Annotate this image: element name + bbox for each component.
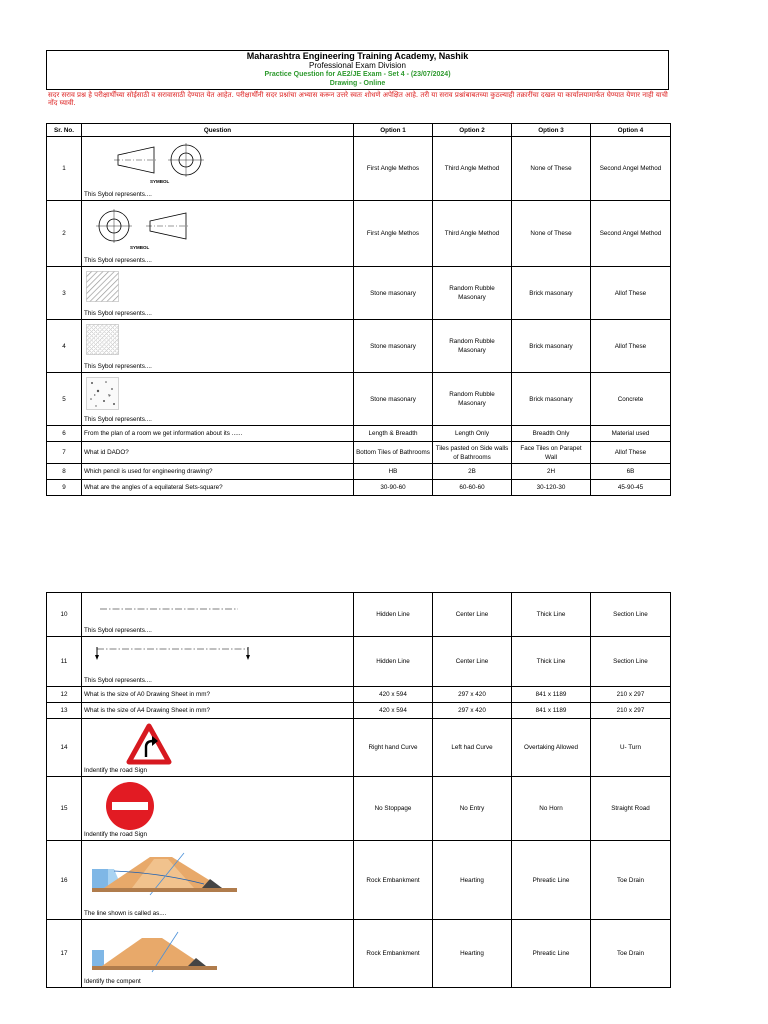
col-header: Option 1 xyxy=(354,124,433,137)
option-1: Rock Embankment xyxy=(354,920,433,988)
option-3: Overtaking Allowed xyxy=(512,719,591,777)
option-3: No Horn xyxy=(512,777,591,841)
question-cell xyxy=(82,267,354,320)
question-cell xyxy=(82,841,354,920)
option-1: HB xyxy=(354,464,433,480)
question-text: Indentify the road Sign xyxy=(84,831,148,838)
sr-no: 3 xyxy=(47,267,82,320)
option-3: 2H xyxy=(512,464,591,480)
org-title: Maharashtra Engineering Training Academy, Nashik xyxy=(246,51,469,61)
embankment-phreatic-line-figure xyxy=(92,851,242,896)
option-2: Center Line xyxy=(433,637,512,687)
disclaimer-note: सदर सराव प्रश्न हे परीक्षार्थींच्या सोईसाठी व सरावासाठी देण्यात येत आहेत. परीक्षार्थींनी सदर प्रश्नांचा अभ्यास करून उत्तरे स्वतः शोधणे अपेक्षित आहे. तरी या सराव प्रश्नांबाबतच्या कुठल्याही तक्रारींचा दखल या कार्यालयामार्फत घेण्यात येणार नाही याची नोंद घ्यावी. xyxy=(48,91,668,107)
sr-no: 14 xyxy=(47,719,82,777)
col-header: Option 3 xyxy=(512,124,591,137)
option-4: Concrete xyxy=(591,373,671,426)
option-3: None of These xyxy=(512,201,591,267)
questions-table-1 xyxy=(46,123,671,496)
option-2: 2B xyxy=(433,464,512,480)
right-hand-curve-sign-icon xyxy=(126,723,172,765)
option-3: Phreatic Line xyxy=(512,841,591,920)
option-2: Random Rubble Masonary xyxy=(433,373,512,426)
option-3: 841 x 1189 xyxy=(512,703,591,719)
sr-no: 13 xyxy=(47,703,82,719)
question-cell xyxy=(82,777,354,841)
question-text: From the plan of a room we get information about its ...... xyxy=(82,426,354,442)
symbol-label: SYMBOL xyxy=(130,245,150,250)
option-1: Hidden Line xyxy=(354,637,433,687)
option-2: 297 x 420 xyxy=(433,703,512,719)
option-2: Length Only xyxy=(433,426,512,442)
question-cell xyxy=(82,920,354,988)
table-row xyxy=(47,637,671,687)
option-3: Breadth Only xyxy=(512,426,591,442)
question-text: Indentify the road Sign xyxy=(84,767,148,774)
option-2: 60-60-60 xyxy=(433,480,512,496)
table-row xyxy=(47,373,671,426)
third-angle-symbol-figure xyxy=(96,209,206,251)
division-title: Professional Exam Division xyxy=(309,61,406,70)
sr-no: 10 xyxy=(47,593,82,637)
option-4: 210 x 297 xyxy=(591,703,671,719)
header-box xyxy=(46,50,669,90)
option-3: Thick Line xyxy=(512,593,591,637)
questions-table-2 xyxy=(46,592,671,988)
question-text: This Sybol represents.... xyxy=(84,416,152,423)
sr-no: 15 xyxy=(47,777,82,841)
table-row xyxy=(47,320,671,373)
sr-no: 16 xyxy=(47,841,82,920)
option-1: 420 x 594 xyxy=(354,703,433,719)
option-1: Stone masonary xyxy=(354,320,433,373)
section-line-figure xyxy=(94,645,254,661)
embankment-component-figure xyxy=(92,930,222,974)
option-1: First Angle Methos xyxy=(354,201,433,267)
table-row xyxy=(47,703,671,719)
option-2: Left had Curve xyxy=(433,719,512,777)
option-2: Center Line xyxy=(433,593,512,637)
table-row xyxy=(47,426,671,442)
sr-no: 6 xyxy=(47,426,82,442)
col-header: Option 4 xyxy=(591,124,671,137)
option-1: Stone masonary xyxy=(354,373,433,426)
option-2: Hearting xyxy=(433,841,512,920)
col-header: Question xyxy=(82,124,354,137)
option-3: Face Tiles on Parapet Wall xyxy=(512,442,591,464)
subject-title: Drawing - Online xyxy=(329,80,386,87)
question-text: This Sybol represents.... xyxy=(84,257,152,264)
sr-no: 7 xyxy=(47,442,82,464)
option-4: Section Line xyxy=(591,637,671,687)
no-entry-sign-icon xyxy=(104,780,156,832)
first-angle-symbol-figure xyxy=(114,143,224,185)
sr-no: 17 xyxy=(47,920,82,988)
concrete-hatch-figure xyxy=(86,377,120,411)
option-4: 6B xyxy=(591,464,671,480)
sr-no: 8 xyxy=(47,464,82,480)
question-text: What id DADO? xyxy=(82,442,354,464)
stone-masonry-hatch-figure xyxy=(86,271,120,303)
option-4: Allof These xyxy=(591,267,671,320)
option-3: 841 x 1189 xyxy=(512,687,591,703)
option-1: Rock Embankment xyxy=(354,841,433,920)
question-text: Identify the compent xyxy=(84,978,141,985)
option-4: Allof These xyxy=(591,320,671,373)
option-2: No Entry xyxy=(433,777,512,841)
option-4: Section Line xyxy=(591,593,671,637)
table-row xyxy=(47,777,671,841)
question-text: This Sybol represents.... xyxy=(84,363,152,370)
option-4: Second Angel Method xyxy=(591,137,671,201)
option-1: 30-90-60 xyxy=(354,480,433,496)
question-text: What is the size of A0 Drawing Sheet in mm? xyxy=(82,687,354,703)
option-4: 45-90-45 xyxy=(591,480,671,496)
option-2: Random Rubble Masonary xyxy=(433,320,512,373)
question-text: This Sybol represents.... xyxy=(84,677,152,684)
brick-masonry-hatch-figure xyxy=(86,324,120,356)
option-4: Toe Drain xyxy=(591,920,671,988)
center-line-figure xyxy=(100,605,240,613)
table-header-row xyxy=(47,124,671,137)
option-3: Phreatic Line xyxy=(512,920,591,988)
option-3: None of These xyxy=(512,137,591,201)
question-cell xyxy=(82,637,354,687)
option-1: First Angle Methos xyxy=(354,137,433,201)
question-cell xyxy=(82,320,354,373)
table-row xyxy=(47,480,671,496)
option-1: Length & Breadth xyxy=(354,426,433,442)
option-3: Thick Line xyxy=(512,637,591,687)
option-1: Stone masonary xyxy=(354,267,433,320)
sr-no: 11 xyxy=(47,637,82,687)
option-3: Brick masonary xyxy=(512,373,591,426)
option-3: Brick masonary xyxy=(512,267,591,320)
option-2: 297 x 420 xyxy=(433,687,512,703)
table-row xyxy=(47,719,671,777)
option-4: Material used xyxy=(591,426,671,442)
sr-no: 2 xyxy=(47,201,82,267)
option-4: Toe Drain xyxy=(591,841,671,920)
option-2: Third Angle Method xyxy=(433,201,512,267)
question-text: The line shown is called as.... xyxy=(84,910,167,917)
question-text: What are the angles of a equilateral Sets-square? xyxy=(82,480,354,496)
table-row xyxy=(47,267,671,320)
question-cell xyxy=(82,373,354,426)
col-header: Sr. No. xyxy=(47,124,82,137)
table-row xyxy=(47,920,671,988)
question-cell xyxy=(82,201,354,267)
sr-no: 12 xyxy=(47,687,82,703)
option-4: U- Turn xyxy=(591,719,671,777)
symbol-label: SYMBOL xyxy=(150,179,170,184)
option-1: Right hand Curve xyxy=(354,719,433,777)
table-row xyxy=(47,137,671,201)
sr-no: 5 xyxy=(47,373,82,426)
option-4: Second Angel Method xyxy=(591,201,671,267)
table-row xyxy=(47,464,671,480)
sr-no: 1 xyxy=(47,137,82,201)
question-cell xyxy=(82,137,354,201)
option-2: Third Angle Method xyxy=(433,137,512,201)
option-3: 30-120-30 xyxy=(512,480,591,496)
option-2: Random Rubble Masonary xyxy=(433,267,512,320)
option-2: Tiles pasted on Side walls of Bathrooms xyxy=(433,442,512,464)
table-row xyxy=(47,201,671,267)
question-text: Which pencil is used for engineering drawing? xyxy=(82,464,354,480)
option-3: Brick masonary xyxy=(512,320,591,373)
option-1: Bottom Tiles of Bathrooms xyxy=(354,442,433,464)
question-cell xyxy=(82,719,354,777)
option-4: 210 x 297 xyxy=(591,687,671,703)
sr-no: 4 xyxy=(47,320,82,373)
question-text: What is the size of A4 Drawing Sheet in mm? xyxy=(82,703,354,719)
option-4: Straight Road xyxy=(591,777,671,841)
table-row xyxy=(47,841,671,920)
question-text: This Sybol represents.... xyxy=(84,191,152,198)
table-row xyxy=(47,442,671,464)
question-cell xyxy=(82,593,354,637)
sr-no: 9 xyxy=(47,480,82,496)
option-1: No Stoppage xyxy=(354,777,433,841)
question-text: This Sybol represents.... xyxy=(84,310,152,317)
option-2: Hearting xyxy=(433,920,512,988)
col-header: Option 2 xyxy=(433,124,512,137)
question-text: This Sybol represents.... xyxy=(84,627,152,634)
option-4: Allof These xyxy=(591,442,671,464)
option-1: 420 x 594 xyxy=(354,687,433,703)
option-1: Hidden Line xyxy=(354,593,433,637)
exam-title: Practice Question for AE2/JE Exam - Set 4 - (23/07/2024) xyxy=(264,71,451,78)
table-row xyxy=(47,687,671,703)
table-row xyxy=(47,593,671,637)
